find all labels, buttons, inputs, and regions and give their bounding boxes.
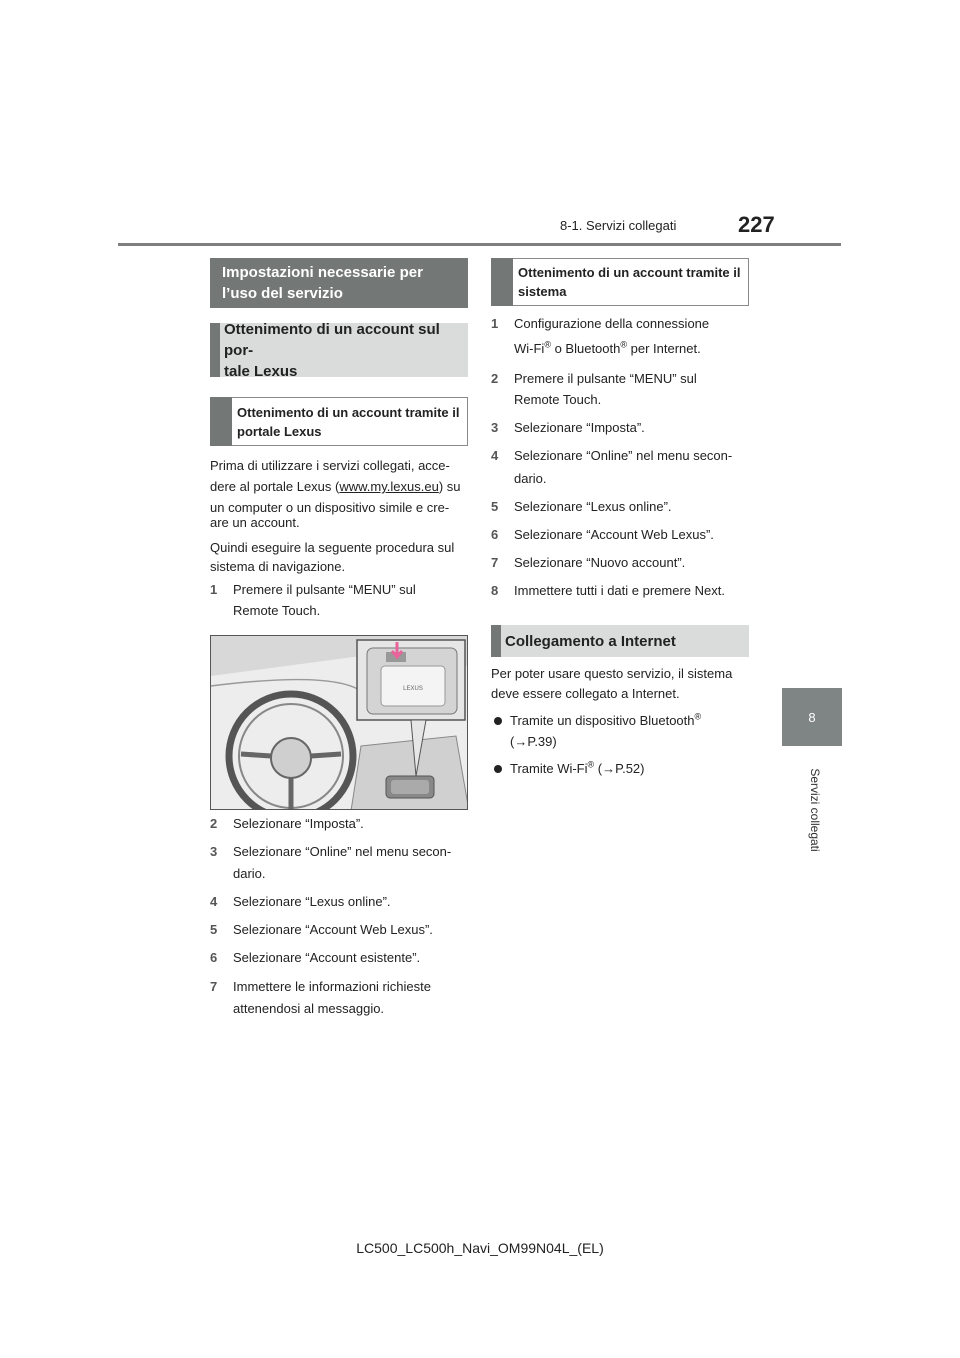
sub-subsection-line1: Ottenimento di un account tramite il [237,404,460,420]
paragraph-line: are un account. [210,515,300,530]
sub-subsection-line1: Ottenimento di un account tramite il [518,265,741,280]
step-text: Remote Touch. [233,603,321,618]
text-span: o Bluetooth [550,341,621,356]
registered-mark: ® [694,711,702,722]
page-reference-link[interactable]: (→P.39) [510,734,557,749]
paragraph-line: Prima di utilizzare i servizi collegati, acce- [210,458,450,473]
header-section-title: 8-1. Servizi collegati [560,218,677,233]
text-span: per Internet. [627,341,701,356]
bullet-text [510,710,701,731]
step-text: Immettere tutti i dati e premere Next. [514,583,725,598]
steering-wheel-illustration [211,636,468,810]
step-number: 5 [491,499,499,514]
bullet-icon [494,717,502,725]
step-number: 3 [210,844,218,859]
page-number: 227 [738,212,775,237]
text-span: Tramite un dispositivo Bluetooth [510,713,695,728]
registered-mark: ® [620,339,627,350]
heading-accent-bar [491,258,513,306]
step-text: Selezionare “Online” nel menu secon- [233,844,452,859]
text-span: dere al portale Lexus ( [210,479,340,494]
heading-accent-bar [491,625,501,657]
text-span: Tramite Wi-Fi [510,761,588,776]
lexus-portal-link[interactable]: www.my.lexus.eu [339,479,439,494]
step-number: 2 [210,816,218,831]
text-span: ) su [438,479,461,494]
section-title [210,258,468,308]
bullet-text [510,758,645,779]
step-number: 3 [491,420,499,435]
step-text: Premere il pulsante “MENU” sul [233,582,416,597]
step-number: 7 [491,555,499,570]
step-number: 1 [210,582,218,597]
dashboard-illustration [210,635,468,810]
step-text: attenendosi al messaggio. [233,1001,385,1016]
subsection-heading-line1: Ottenimento di un account sul por- [224,320,440,359]
text-span: Wi-Fi [514,341,545,356]
step-text: Configurazione della connessione [514,316,710,331]
step-number: 7 [210,979,218,994]
paragraph-line: sistema di navigazione. [210,559,346,574]
step-number: 2 [491,371,499,386]
paragraph-line: un computer o un dispositivo simile e cre- [210,500,450,515]
step-text: Premere il pulsante “MENU” sul [514,371,697,386]
subsection-heading [491,625,749,657]
page-reference-link[interactable]: (→P.52) [594,761,645,776]
step-text: Selezionare “Account Web Lexus”. [233,922,433,937]
step-text: Selezionare “Imposta”. [514,420,645,435]
sub-subsection-line2: sistema [518,284,567,299]
step-text: dario. [514,471,547,486]
step-text: Selezionare “Account Web Lexus”. [514,527,714,542]
heading-accent-bar [210,323,220,377]
registered-mark: ® [587,759,595,770]
step-number: 6 [210,950,218,965]
step-number: 5 [210,922,218,937]
bullet-icon [494,765,502,773]
subsection-heading-line2: tale Lexus [224,362,298,380]
step-text: Selezionare “Nuovo account”. [514,555,686,570]
step-number: 6 [491,527,499,542]
paragraph-line: deve essere collegato a Internet. [491,686,680,701]
screen-logo-text: LEXUS [403,686,423,692]
step-text: Immettere le informazioni richieste [233,979,431,994]
step-text: Remote Touch. [514,392,602,407]
heading-accent-bar [210,397,232,446]
chapter-tab-label: Servizi collegati [808,768,822,852]
step-number: 4 [491,448,499,463]
paragraph-line: Per poter usare questo servizio, il sistema [491,666,733,681]
subsection-heading [210,320,468,380]
step-text: Selezionare “Online” nel menu secon- [514,448,733,463]
step-text: Selezionare “Lexus online”. [233,894,391,909]
subsection-heading-text: Collegamento a Internet [505,632,676,650]
step-number: 8 [491,583,499,598]
sub-subsection-heading [210,397,468,446]
paragraph-line: Quindi eseguire la seguente procedura sul [210,540,455,555]
chapter-tab: 8 [782,688,842,746]
registered-mark: ® [544,339,551,350]
step-text: Selezionare “Imposta”. [233,816,364,831]
footer-document-code: LC500_LC500h_Navi_OM99N04L_(EL) [356,1240,604,1256]
step-text [514,338,701,359]
sub-subsection-line2: portale Lexus [237,423,322,439]
header-rule [118,243,841,246]
step-text: Selezionare “Lexus online”. [514,499,672,514]
paragraph-line [210,476,461,497]
step-number: 1 [491,316,499,331]
step-number: 4 [210,894,218,909]
section-title-text: Impostazioni necessarie per l’uso del servizio [222,264,423,302]
step-text: dario. [233,866,266,881]
sub-subsection-heading [491,258,749,306]
step-text: Selezionare “Account esistente”. [233,950,421,965]
